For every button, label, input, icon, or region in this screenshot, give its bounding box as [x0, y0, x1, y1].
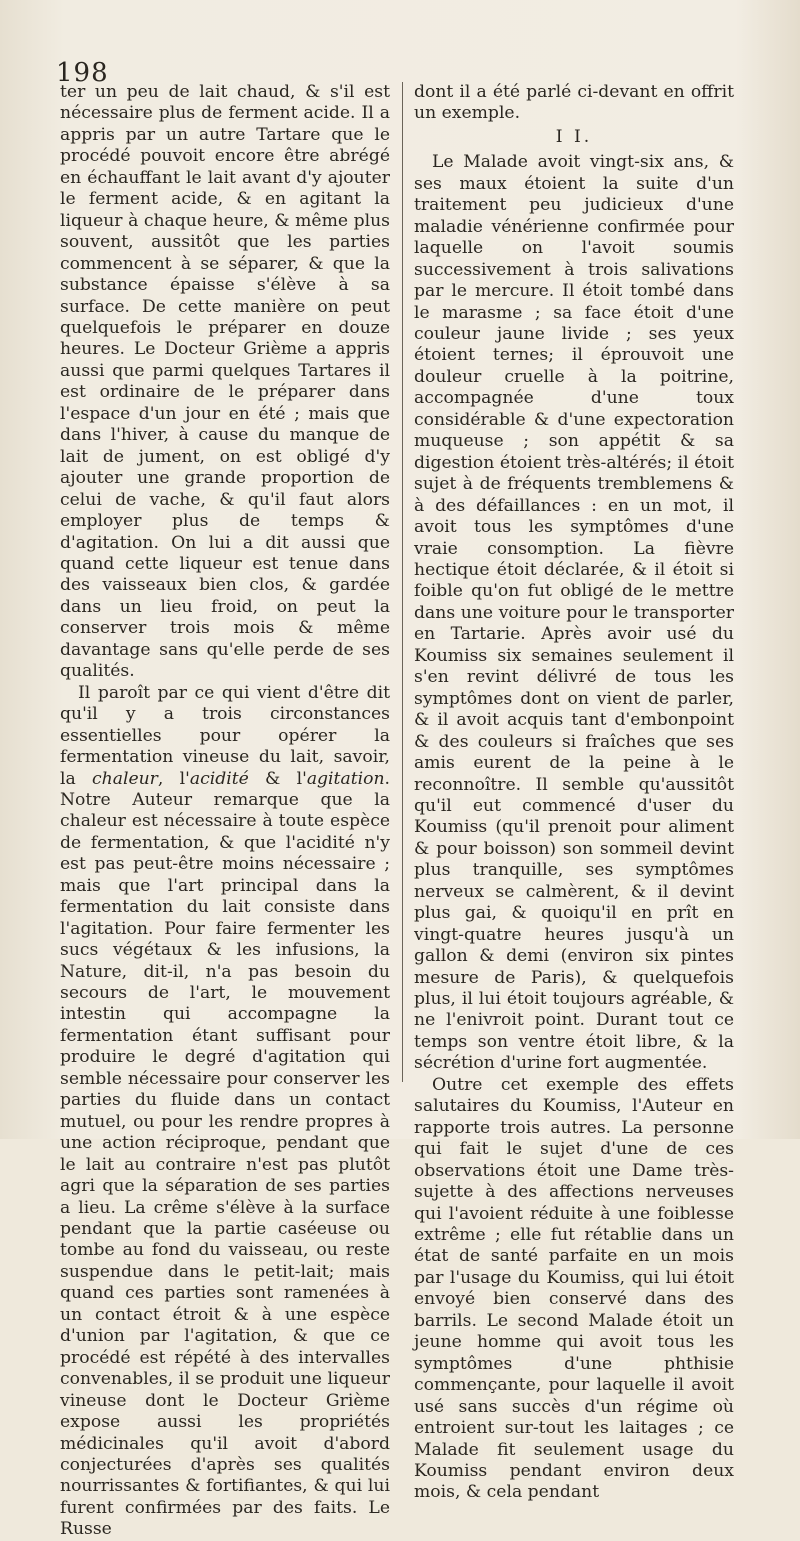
column-divider [402, 82, 403, 1082]
italic-term-acidite: acidité [189, 768, 249, 789]
text-run: . Notre Auteur remarque que la chaleur est nécessaire à toute espèce de fermentation, & que l'acidité n'y est pas peut-être moins nécessaire ; mais que l'art principal dans la fermentation du lait consiste dans l'agitation. Pour faire fermenter les sucs végétaux & les infusions, la Nature, dit-il, n'a pas besoin du secours de l'art, le mouvement intestin qui accompagne la fermentation étant suffisant pour produire le degré d'agitation qui semble nécessaire pour conserver les parties du fluide dans un contact mutuel, ou pour les rendre propres à une action réciproque, pendant que le lait au contraire n'est pas plutôt agri que la séparation de ses parties a lieu. La crême s'élève à la surface pendant que la partie caséeuse ou tombe au fond du vaisseau, ou reste suspendue dans le petit-lait; mais quand ces parties sont ramenées à un contact étroit & à une espèce d'union par l'agitation, & que ce procédé est répété à des intervalles convenables, il se produit une liqueur vineuse dont le Docteur Grième expose aussi les propriétés médicinales qu'il avoit d'abord conjecturées d'après ses qualités nourrissantes & fortifiantes, & qui lui furent confirmées par des faits. Le Russe [60, 768, 391, 1540]
section-heading: I I. [555, 126, 593, 147]
paragraph: Outre cet exemple des effets salutaires du Koumiss, l'Auteur en rapporte trois autres. La personne qui fait le sujet d'une de ces observations étoit une Dame très-sujette à des affections nerveuses qui l'avoient réduite à une foiblesse extrême ; elle fut rétablie dans un état de santé parfaite en un mois par l'usage du Koumiss, qui lui étoit envoyé bien conservé dans des barrils. Le second Malade étoit un jeune homme qui avoit tous les symptômes d'une phthisie commençante, pour laquelle il avoit usé sans succès d'un régime où entroient sur-tout les laitages ; ce Malade fit seulement usage du Koumiss pendant environ deux mois, & cela pendant [414, 1074, 734, 1503]
paragraph [60, 683, 390, 1541]
paragraph: ter un peu de lait chaud, & s'il est nécessaire plus de ferment acide. Il a appris par un autre Tartare que le procédé pouvoit encore être abrégé en échauffant le lait avant d'y ajouter le ferment acide, & en agitant la liqueur à chaque heure, & même plus souvent, aussitôt que les parties commencent à se séparer, & que la substance épaisse s'élève à sa surface. De cette manière on peut quelquefois le préparer en douze heures. Le Docteur Grième a appris aussi que parmi quelques Tartares il est ordinaire de le préparer dans l'espace d'un jour en été ; mais que dans l'hiver, à cause du manque de lait de jument, on est obligé d'y ajouter une grande proportion de celui de vache, & qu'il faut alors employer plus de temps & d'agitation. On lui a dit aussi que quand cette liqueur est tenue dans des vaisseaux bien clos, & gardée dans un lieu froid, on peut la conserver trois mois & même davantage sans qu'elle perde de ses qualités. [60, 82, 390, 682]
left-column [60, 82, 390, 1541]
paragraph: Le Malade avoit vingt-six ans, & ses maux étoient la suite d'un traitement peu judicieux d'une maladie vénérienne confirmée pour laquelle on l'avoit soumis successivement à trois salivations par le mercure. Il étoit tombé dans le marasme ; sa face étoit d'une couleur jaune livide ; ses yeux étoient ternes; il éprouvoit une douleur cruelle à la poitrine, accompagnée d'une toux considérable & d'une expectoration muqueuse ; son appétit & sa digestion étoient très-altérés; il étoit sujet à de fréquents tremblemens & à des défaillances : en un mot, il avoit tous les symptômes d'une vraie consomption. La fièvre hectique étoit déclarée, & il étoit si foible qu'on fut obligé de le mettre dans une voiture pour le transporter en Tartarie. Après avoir usé du Koumiss six semaines seulement il s'en revint délivré de tous les symptômes dont on vient de parler, & il avoit acquis tant d'embonpoint & des couleurs si fraîches que ses amis eurent de la peine à le reconnoître. Il semble qu'aussitôt qu'il eut commencé d'user du Koumiss (qu'il prenoit pour aliment & pour boisson) son sommeil devint plus tranquille, ses symptômes nerveux se calmèrent, & il devint plus gai, & quoiqu'il en prît en vingt-quatre heures jusqu'à un gallon & demi (environ six pintes mesure de Paris), & quelquefois plus, il lui étoit toujours agréable, & ne l'enivroit point. Durant tout ce temps son ventre étoit libre, & la sécrétion d'urine fort augmentée. [414, 152, 734, 1074]
page-number: 198 [56, 58, 109, 88]
text-run: Il paroît par ce qui vient d'être dit qu'il y a trois circonstances essentielles pour opérer la fermentation vineuse du lait, savoir, la [60, 682, 390, 789]
paragraph: dont il a été parlé ci-devant en offrit un exemple. [414, 82, 734, 124]
italic-term-agitation: agitation [306, 768, 385, 789]
italic-term-chaleur: chaleur [92, 768, 158, 789]
text-run: , l' [157, 768, 190, 789]
right-column [414, 82, 734, 1504]
text-run: & l' [248, 768, 307, 789]
